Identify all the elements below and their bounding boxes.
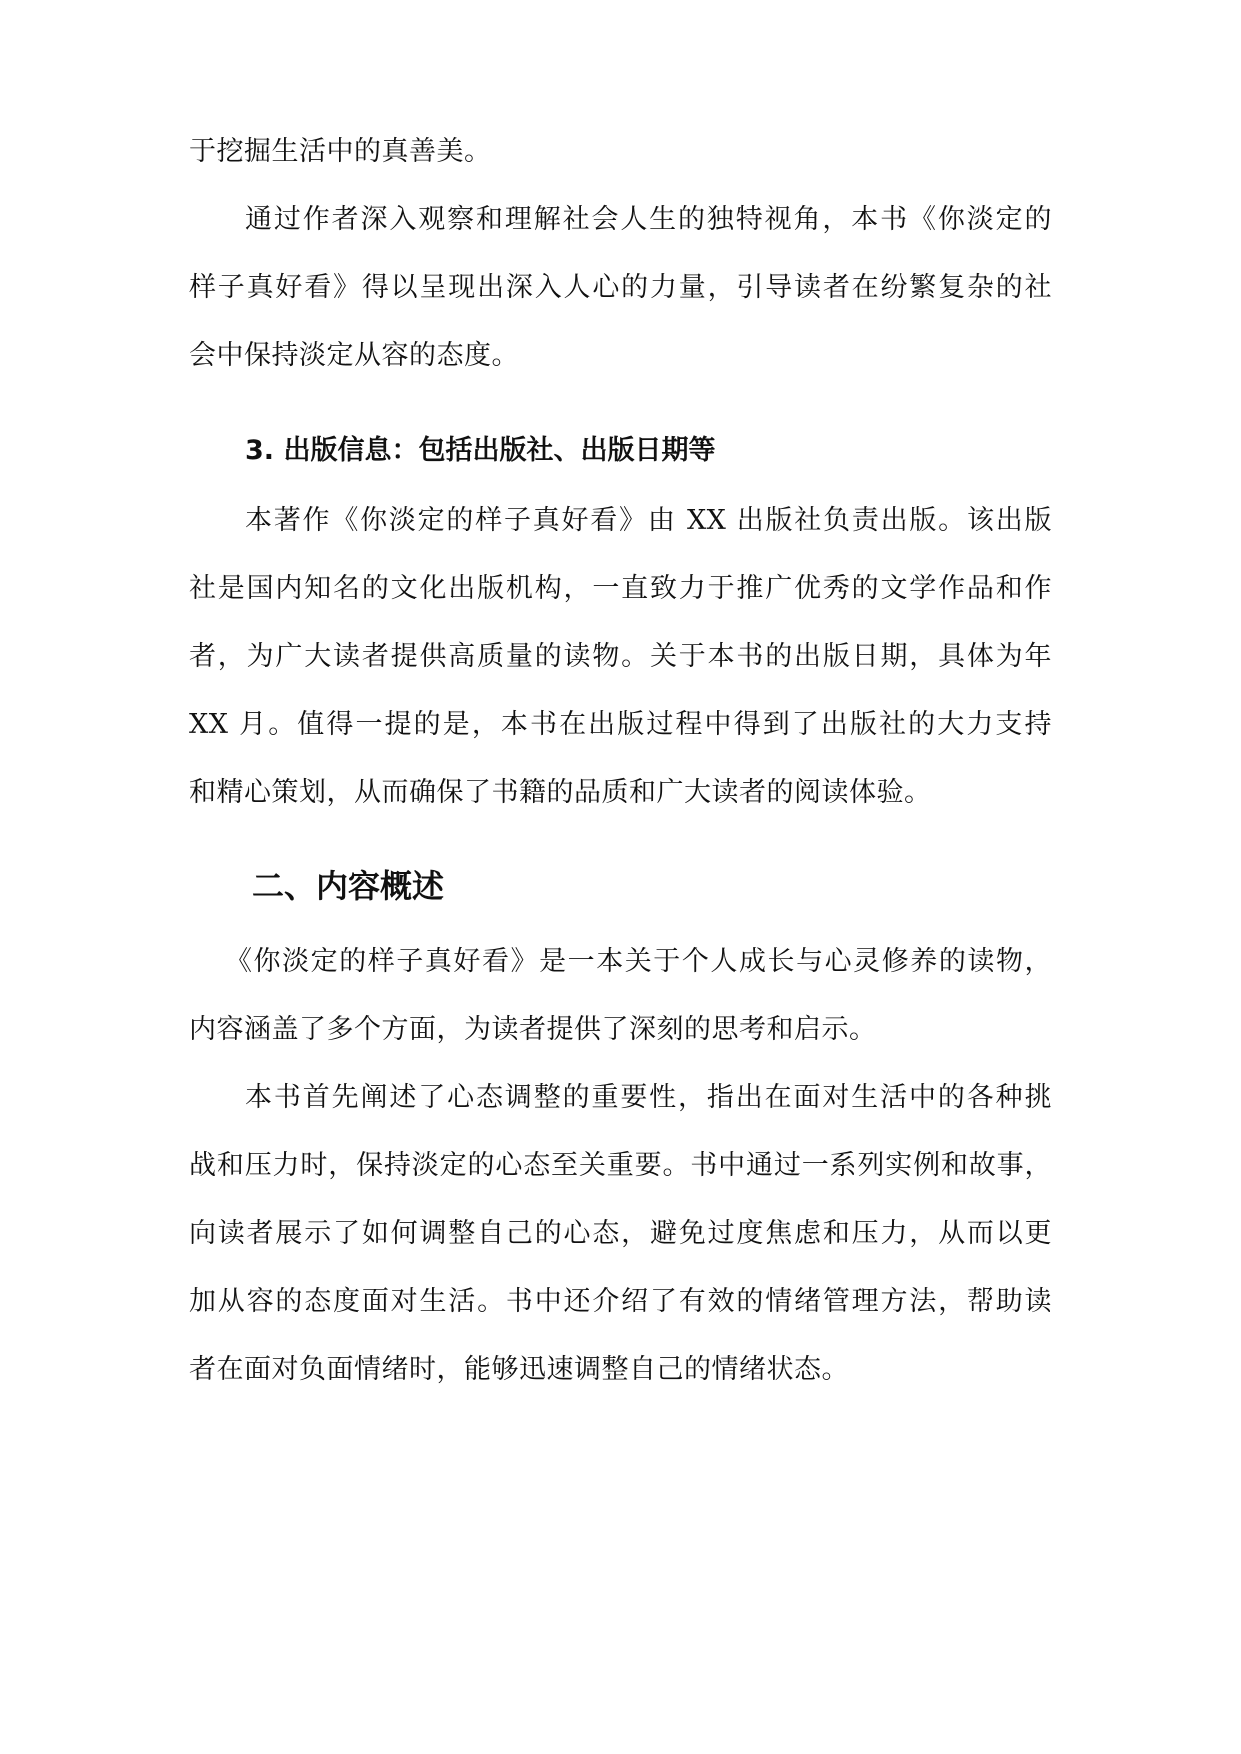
paragraph-line: 于挖掘生活中的真善美。: [189, 136, 492, 167]
paragraph-line: 社是国内知名的文化出版机构，一直致力于推广优秀的文学作品和作: [189, 573, 1052, 604]
paragraph-line: 样子真好看》得以呈现出深入人心的力量，引导读者在纷繁复杂的社: [189, 272, 1052, 303]
paragraph-line: 本著作《你淡定的样子真好看》由 XX 出版社负责出版。该出版: [245, 505, 1052, 536]
paragraph-line: 本书首先阐述了心态调整的重要性，指出在面对生活中的各种挑: [245, 1082, 1052, 1113]
paragraph-line: 战和压力时，保持淡定的心态至关重要。书中通过一系列实例和故事，: [189, 1150, 1052, 1181]
paragraph-line: 通过作者深入观察和理解社会人生的独特视角，本书《你淡定的: [245, 204, 1052, 235]
paragraph-line: 会中保持淡定从容的态度。: [189, 340, 519, 371]
paragraph-line: 加从容的态度面对生活。书中还介绍了有效的情绪管理方法，帮助读: [189, 1286, 1052, 1317]
section-subheading: 3. 出版信息：包括出版社、出版日期等: [245, 435, 716, 466]
paragraph-line: 者，为广大读者提供高质量的读物。关于本书的出版日期，具体为年: [189, 641, 1052, 672]
paragraph-line: XX 月。值得一提的是，本书在出版过程中得到了出版社的大力支持: [189, 709, 1052, 740]
section-heading: 二、内容概述: [252, 867, 445, 905]
paragraph-line: 和精心策划，从而确保了书籍的品质和广大读者的阅读体验。: [189, 777, 932, 808]
paragraph-line: 向读者展示了如何调整自己的心态，避免过度焦虑和压力，从而以更: [189, 1218, 1052, 1249]
paragraph-line: 《你淡定的样子真好看》是一本关于个人成长与心灵修养的读物，: [225, 946, 1052, 977]
paragraph-line: 者在面对负面情绪时，能够迅速调整自己的情绪状态。: [189, 1354, 849, 1385]
paragraph-line: 内容涵盖了多个方面，为读者提供了深刻的思考和启示。: [189, 1014, 877, 1045]
